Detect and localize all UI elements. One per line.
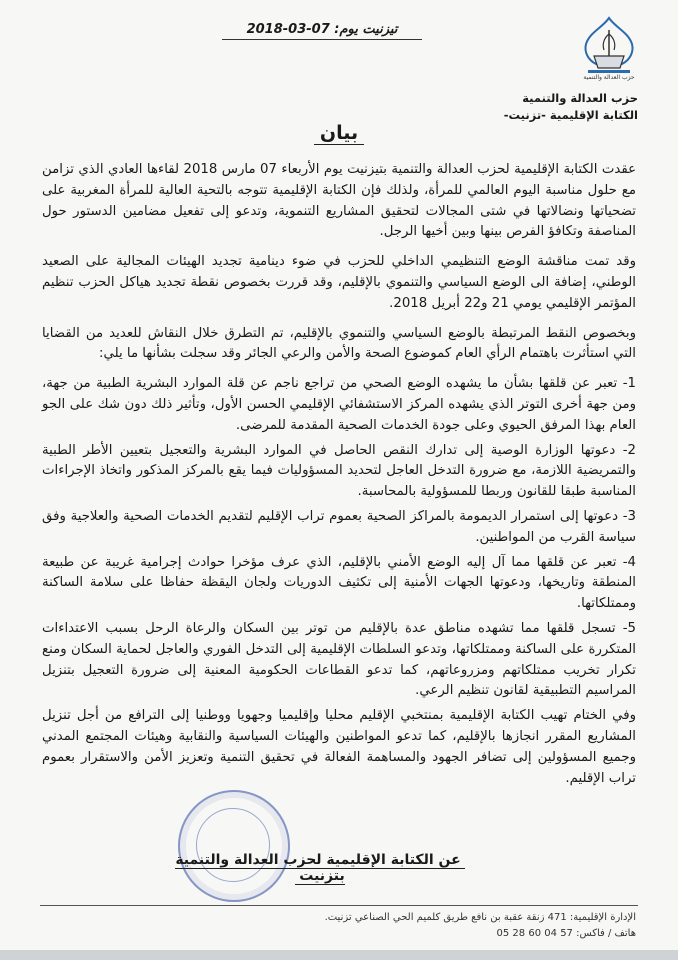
official-stamp-icon [178,790,290,902]
logo-tagline: حزب العدالة والتنمية [583,74,635,81]
list-item: 4- تعبر عن قلقها مما آل إليه الوضع الأمني بالإقليم، الذي عرف مؤخرا حوادث إجرامية غريبة عن طبيعة المنطقة وتاريخها، ودعوتها الجهات الأمنية إلى تكثيف الدوريات ولجان اليقظة حفاظا على سلامة الساكنة وممتلكاتها. [42,554,636,612]
paragraph-organization: وقد تمت مناقشة الوضع التنظيمي الداخلي للحزب في ضوء دينامية تجديد الهيئات المجالية على الصعيد الوطني، إضافة الى الوضع السياسي والتنموي بالإقليم، وقد قررت بخصوص نقطة تجديد هياكل الحزب تنظيم المؤتمر الإقليمي يومي 21 و22 أبريل 2018. [42,254,636,311]
party-header [504,90,638,124]
party-name: حزب العدالة والتنمية [522,91,638,105]
paragraph-closing: وفي الختام تهيب الكتابة الإقليمية بمنتخبي الإقليم محليا وإقليميا وجهويا ووطنيا إلى الترافع من أجل تنزيل المشاريع المقرر انجازها بالإقليم، كما تدعو المواطنين والهيئات السياسية والنقابية وهيئات المجتمع المدني وجميع المسؤولين إلى تضافر الجهود والمساهمة الفعالة في تحقيق التنمية وتعزيز الأمن والاستقرار بعموم تراب الإقليم. [42,708,636,786]
footer-address: الإدارة الإقليمية: 471 زنقة عقبة بن نافع طريق كلميم الحي الصناعي تزنيت. [324,912,636,923]
document-body [42,160,636,798]
list-item: 3- دعوتها إلى استمرار الديمومة بالمراكز الصحية بعموم تراب الإقليم لتقديم الخدمات الصحية والعلاجية وفق سياسة القرب من المواطنين. [42,508,636,545]
list-item: 1- تعبر عن قلقها بشأن ما يشهده الوضع الصحي من تراجع ناجم عن قلة الموارد البشرية الطبية من جهة، ومن جهة أخرى التوتر الذي يشهده المركز الاستشفائي الإقليمي الحسن الأول، وتأثير ذلك دون شك على الجو العام بهذا المرفق الحيوي وعلى جودة الخدمات الصحية المقدمة للمرضى. [42,376,636,433]
list-item: 5- تسجل قلقها مما تشهده مناطق عدة بالإقليم من توتر بين السكان والرعاة الرحل بسبب الاعتداءات المتكررة على الساكنة وممتلكاتها، وتدعو السلطات الإقليمية إلى التدخل الفوري والعاجل لحماية السكان ومنع تكرار تخريب ممتلكاتهم ومزروعاتهم، كما تدعو القطاعات الحكومية المعنية إلى ضرورة التعجيل بتنزيل المراسيم التطبيقية لقانون تنظيم الرعي. [42,620,636,699]
footer-divider [40,905,638,906]
document-title [0,122,678,144]
secretariat-name: الكتابة الإقليمية -تزنيت- [503,108,638,122]
footer-phone: هاتف / فاكس: 57 04 60 28 05 [496,928,636,939]
signature-text: عن الكتابة الإقليمية لحزب العدالة والتنمية بتزنيت [175,852,464,885]
date-line: تيزنيت يوم: 07-03-2018 [222,22,422,40]
signature-line [150,852,490,884]
page-bottom-edge [0,950,678,960]
paragraph-intro: عقدت الكتابة الإقليمية لحزب العدالة والتنمية بتيزنيت يوم الأربعاء 07 مارس 2018 لقاءها العادي الذي تزامن مع حلول مناسبة اليوم العالمي للمرأة، ولذلك فإن الكتابة الإقليمية تتوجه بالتحية العالية للمرأة المغربية على تضحياتها ونضالاتها في شتى المجالات لتحقيق المشاريع التنموية، وتدعو إلى تفعيل مضامين الدستور حول المناصفة وتكافؤ الفرص بينها وبين أخيها الرجل. [42,162,636,240]
paragraph-context: وبخصوص النقط المرتبطة بالوضع السياسي والتنموي بالإقليم، تم التطرق خلال النقاش للعديد من القضايا التي استأثرت باهتمام الرأي العام كموضوع الصحة والأمن والرعي الجائر وقد سجلت بشأنها ما يلي: [42,325,636,362]
list-item: 2- دعوتها الوزارة الوصية إلى تدارك النقص الحاصل في الموارد البشرية والتعجيل بتعيين الأطر الطبية والتمريضية اللازمة، مع ضرورة التدخل العاجل لتحديد المسؤوليات فيما يقع بالمركز المذكور واتخاذ الإجراءات المناسبة طبقا للقانون وربطا للمسؤولية بالمحاسبة. [42,442,636,500]
party-logo-icon [574,14,644,76]
document-title-text: بيان [314,122,364,145]
